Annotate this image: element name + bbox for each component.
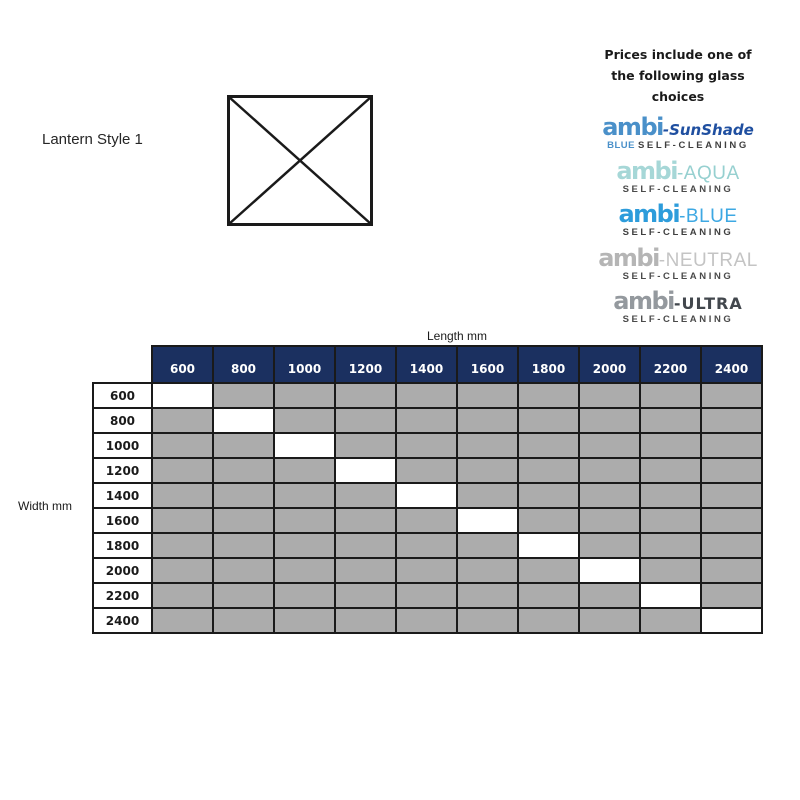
- price-cell-1600x1200: [335, 508, 396, 533]
- price-cell-800x2400: [701, 408, 762, 433]
- ambi-brand-wordmark: ambi: [618, 200, 680, 228]
- price-cell-2400x1800: [518, 608, 579, 633]
- length-column-header-600: 600: [152, 346, 213, 383]
- glass-heading-line-2: the following glass: [611, 68, 745, 83]
- glass-heading: [592, 44, 764, 107]
- price-cell-1400x2200: [640, 483, 701, 508]
- width-row-header-1000: 1000: [93, 433, 152, 458]
- price-cell-800x2200: [640, 408, 701, 433]
- price-cell-2000x2400: [701, 558, 762, 583]
- price-cell-800x800: [213, 408, 274, 433]
- aqua-subline-text: SELF-CLEANING: [622, 183, 734, 195]
- ambi-ultra-logo: [592, 289, 764, 325]
- price-cell-1000x2000: [579, 433, 640, 458]
- price-cell-1200x800: [213, 458, 274, 483]
- ultra-suffix: -ULTRA: [673, 294, 743, 313]
- price-cell-1400x1000: [274, 483, 335, 508]
- price-cell-600x1200: [335, 383, 396, 408]
- price-cell-2200x1800: [518, 583, 579, 608]
- sunshade-subline: [592, 141, 764, 151]
- price-cell-600x1400: [396, 383, 457, 408]
- length-column-header-1600: 1600: [457, 346, 518, 383]
- price-cell-1600x1800: [518, 508, 579, 533]
- price-cell-800x1400: [396, 408, 457, 433]
- price-cell-1800x600: [152, 533, 213, 558]
- blue-suffix: -BLUE: [679, 206, 738, 227]
- price-cell-1000x1000: [274, 433, 335, 458]
- price-cell-600x2200: [640, 383, 701, 408]
- price-cell-1200x1400: [396, 458, 457, 483]
- price-cell-2200x1000: [274, 583, 335, 608]
- price-cell-1800x2200: [640, 533, 701, 558]
- price-cell-800x1200: [335, 408, 396, 433]
- price-cell-2200x1600: [457, 583, 518, 608]
- price-cell-800x2000: [579, 408, 640, 433]
- width-row-header-800: 800: [93, 408, 152, 433]
- price-cell-2000x1200: [335, 558, 396, 583]
- price-cell-600x1600: [457, 383, 518, 408]
- price-cell-2400x2000: [579, 608, 640, 633]
- price-cell-2400x2400: [701, 608, 762, 633]
- price-cell-2000x800: [213, 558, 274, 583]
- price-cell-2000x1400: [396, 558, 457, 583]
- price-cell-2400x1200: [335, 608, 396, 633]
- length-column-header-2000: 2000: [579, 346, 640, 383]
- price-cell-2000x1600: [457, 558, 518, 583]
- price-cell-1600x2200: [640, 508, 701, 533]
- price-cell-1000x1400: [396, 433, 457, 458]
- price-cell-1800x2400: [701, 533, 762, 558]
- price-table: [92, 345, 763, 634]
- glass-heading-line-3: choices: [651, 89, 705, 104]
- ultra-subline-text: SELF-CLEANING: [622, 314, 734, 325]
- price-cell-1600x1000: [274, 508, 335, 533]
- price-cell-600x1000: [274, 383, 335, 408]
- price-cell-600x800: [213, 383, 274, 408]
- price-cell-1400x800: [213, 483, 274, 508]
- width-row-header-1600: 1600: [93, 508, 152, 533]
- price-cell-1400x600: [152, 483, 213, 508]
- price-cell-600x600: [152, 383, 213, 408]
- price-cell-2400x2200: [640, 608, 701, 633]
- length-column-header-1800: 1800: [518, 346, 579, 383]
- price-cell-1000x800: [213, 433, 274, 458]
- price-cell-1000x1600: [457, 433, 518, 458]
- length-column-header-800: 800: [213, 346, 274, 383]
- price-cell-1200x1800: [518, 458, 579, 483]
- price-cell-2400x1400: [396, 608, 457, 633]
- price-cell-2200x2000: [579, 583, 640, 608]
- sunshade-subline-text: SELF-CLEANING: [638, 140, 749, 151]
- aqua-suffix: -AQUA: [676, 162, 740, 184]
- length-column-header-2200: 2200: [640, 346, 701, 383]
- price-cell-2400x600: [152, 608, 213, 633]
- ambi-neutral-logo: [592, 243, 764, 282]
- length-column-header-2400: 2400: [701, 346, 762, 383]
- glass-logo-stack: [592, 115, 764, 325]
- price-cell-1200x1200: [335, 458, 396, 483]
- price-cell-2400x800: [213, 608, 274, 633]
- glass-heading-line-1: Prices include one of: [604, 47, 752, 62]
- price-cell-1400x2400: [701, 483, 762, 508]
- price-cell-1000x1200: [335, 433, 396, 458]
- price-cell-2400x1000: [274, 608, 335, 633]
- length-axis-label: Length mm: [426, 329, 488, 343]
- lantern-roof-diagram: [227, 95, 373, 226]
- price-cell-2400x1600: [457, 608, 518, 633]
- width-row-header-2000: 2000: [93, 558, 152, 583]
- price-cell-1600x1400: [396, 508, 457, 533]
- width-row-header-2400: 2400: [93, 608, 152, 633]
- price-cell-1200x2200: [640, 458, 701, 483]
- price-cell-1000x1800: [518, 433, 579, 458]
- width-axis-label: Width mm: [18, 499, 72, 513]
- price-cell-2000x2200: [640, 558, 701, 583]
- price-cell-600x2400: [701, 383, 762, 408]
- ambi-sunshade-logo: [592, 115, 764, 151]
- width-row-header-2200: 2200: [93, 583, 152, 608]
- price-cell-1400x1800: [518, 483, 579, 508]
- price-cell-1600x2400: [701, 508, 762, 533]
- width-row-header-1800: 1800: [93, 533, 152, 558]
- blue-subline-text: SELF-CLEANING: [622, 227, 734, 238]
- price-cell-1800x1800: [518, 533, 579, 558]
- ambi-brand-wordmark: ambi: [602, 113, 663, 141]
- price-cell-1200x2400: [701, 458, 762, 483]
- table-corner-cell: [93, 346, 152, 383]
- price-cell-2000x2000: [579, 558, 640, 583]
- ambi-brand-wordmark: ambi: [613, 287, 674, 315]
- price-cell-2000x1000: [274, 558, 335, 583]
- price-cell-1400x1200: [335, 483, 396, 508]
- price-cell-2200x1400: [396, 583, 457, 608]
- price-cell-1800x1200: [335, 533, 396, 558]
- price-cell-2000x600: [152, 558, 213, 583]
- price-cell-800x1600: [457, 408, 518, 433]
- length-column-header-1400: 1400: [396, 346, 457, 383]
- price-cell-800x600: [152, 408, 213, 433]
- price-cell-600x2000: [579, 383, 640, 408]
- price-cell-1800x1000: [274, 533, 335, 558]
- price-cell-1000x2400: [701, 433, 762, 458]
- ambi-brand-wordmark: ambi: [616, 156, 677, 185]
- neutral-suffix: -NEUTRAL: [658, 249, 758, 271]
- price-cell-2200x800: [213, 583, 274, 608]
- price-cell-1400x1400: [396, 483, 457, 508]
- neutral-subline-text: SELF-CLEANING: [622, 270, 734, 282]
- ambi-blue-logo: [592, 202, 764, 238]
- price-cell-1200x1000: [274, 458, 335, 483]
- price-cell-1400x1600: [457, 483, 518, 508]
- price-cell-1000x2200: [640, 433, 701, 458]
- width-row-header-600: 600: [93, 383, 152, 408]
- price-cell-1200x2000: [579, 458, 640, 483]
- price-cell-2200x2200: [640, 583, 701, 608]
- price-cell-2000x1800: [518, 558, 579, 583]
- lantern-style-label: Lantern Style 1: [42, 131, 143, 148]
- price-cell-800x1800: [518, 408, 579, 433]
- price-cell-1600x1600: [457, 508, 518, 533]
- ambi-aqua-logo: [592, 156, 764, 195]
- price-cell-1600x600: [152, 508, 213, 533]
- price-cell-1200x1600: [457, 458, 518, 483]
- price-cell-1600x800: [213, 508, 274, 533]
- price-cell-1400x2000: [579, 483, 640, 508]
- width-row-header-1200: 1200: [93, 458, 152, 483]
- length-column-header-1200: 1200: [335, 346, 396, 383]
- price-cell-1600x2000: [579, 508, 640, 533]
- price-cell-1800x1600: [457, 533, 518, 558]
- width-row-header-1400: 1400: [93, 483, 152, 508]
- glass-choices-panel: [592, 44, 764, 325]
- price-cell-600x1800: [518, 383, 579, 408]
- sunshade-subline-blue: BLUE: [607, 140, 635, 151]
- price-cell-800x1000: [274, 408, 335, 433]
- price-cell-1800x1400: [396, 533, 457, 558]
- price-cell-1000x600: [152, 433, 213, 458]
- price-cell-2200x600: [152, 583, 213, 608]
- price-cell-2200x1200: [335, 583, 396, 608]
- price-cell-2200x2400: [701, 583, 762, 608]
- ambi-brand-wordmark: ambi: [598, 243, 659, 272]
- price-cell-1800x800: [213, 533, 274, 558]
- price-cell-1200x600: [152, 458, 213, 483]
- sunshade-suffix: -SunShade: [662, 121, 754, 139]
- price-cell-1800x2000: [579, 533, 640, 558]
- length-column-header-1000: 1000: [274, 346, 335, 383]
